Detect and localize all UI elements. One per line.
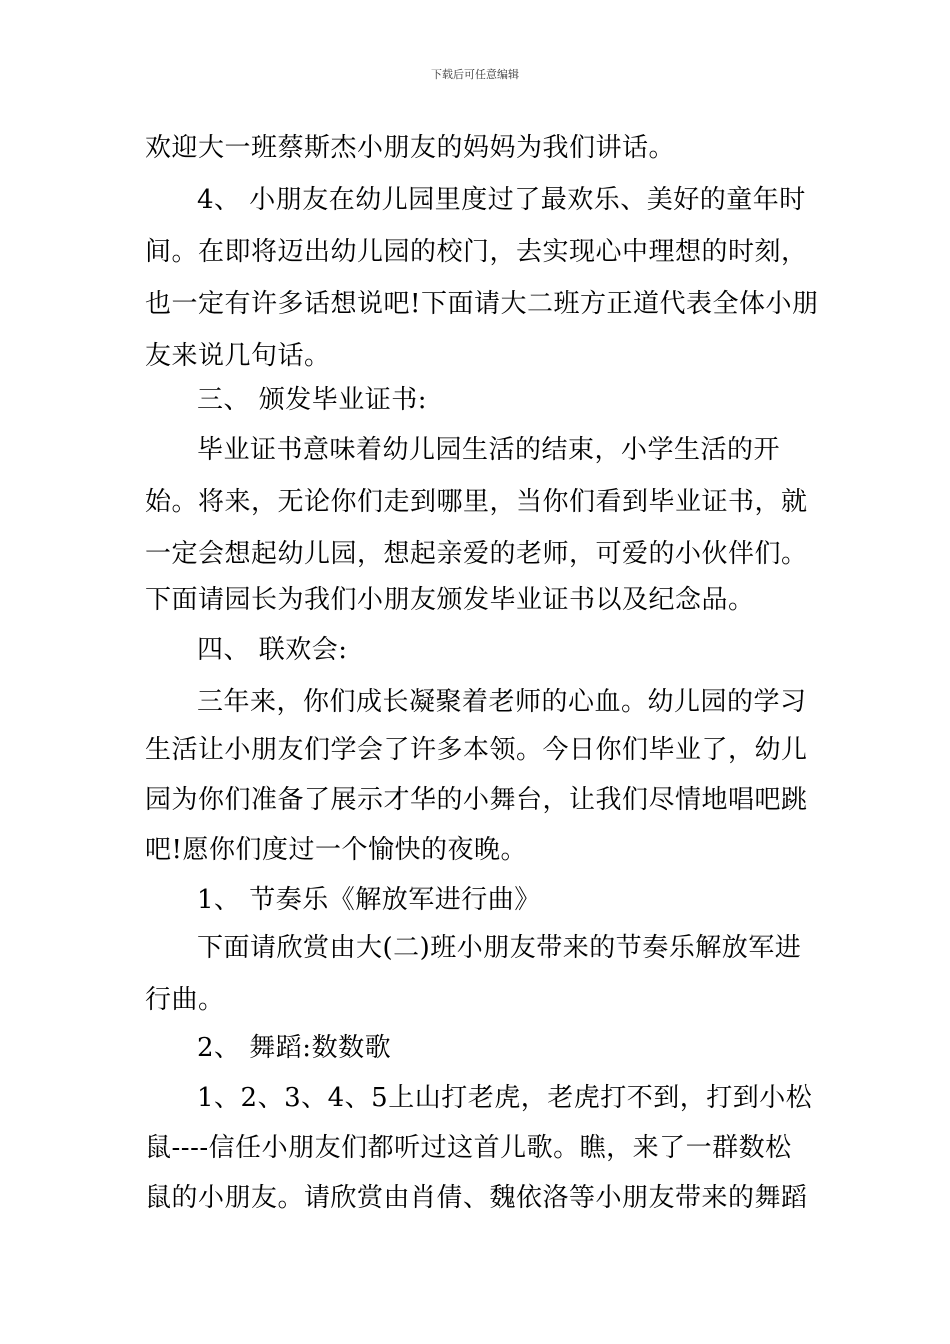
section-heading: 四、 联欢会: [197, 635, 348, 665]
paragraph-line: 三年来，你们成长凝聚着老师的心血。幼儿园的学习 [197, 687, 807, 717]
paragraph-line: 始。将来，无论你们走到哪里，当你们看到毕业证书，就 [145, 487, 808, 517]
paragraph-line: 毕业证书意味着幼儿园生活的结束，小学生活的开 [197, 435, 781, 465]
paragraph-line: 鼠的小朋友。请欣赏由肖倩、魏依洛等小朋友带来的舞蹈 [145, 1183, 808, 1213]
paragraph-line: 也一定有许多话想说吧!下面请大二班方正道代表全体小朋 [145, 289, 819, 319]
paragraph-line: 园为你们准备了展示才华的小舞台，让我们尽情地唱吧跳 [145, 785, 808, 815]
paragraph-line: 吧!愿你们度过一个愉快的夜晚。 [145, 835, 527, 865]
paragraph-line: 下面请园长为我们小朋友颁发毕业证书以及纪念品。 [145, 585, 755, 615]
paragraph-line: 间。在即将迈出幼儿园的校门，去实现心中理想的时刻， [145, 237, 808, 267]
section-heading: 三、 颁发毕业证书: [197, 385, 428, 415]
page-header: 下载后可任意编辑 [431, 68, 519, 81]
item-heading: 1、 节奏乐《解放军进行曲》 [197, 885, 541, 915]
paragraph-line: 欢迎大一班蔡斯杰小朋友的妈妈为我们讲话。 [145, 133, 676, 163]
paragraph-line: 生活让小朋友们学会了许多本领。今日你们毕业了，幼儿 [145, 735, 808, 765]
paragraph-line: 4、 小朋友在幼儿园里度过了最欢乐、美好的童年时 [197, 185, 806, 215]
paragraph-line: 行曲。 [145, 985, 225, 1015]
paragraph-line: 鼠----信任小朋友们都听过这首儿歌。瞧，来了一群数松 [145, 1133, 792, 1163]
paragraph-line: 下面请欣赏由大(二)班小朋友带来的节奏乐解放军进 [197, 933, 802, 963]
paragraph-line: 友来说几句话。 [145, 341, 331, 371]
paragraph-line: 1、2、3、4、5上山打老虎，老虎打不到，打到小松 [197, 1083, 813, 1113]
paragraph-line: 一定会想起幼儿园，想起亲爱的老师，可爱的小伙伴们。 [145, 539, 808, 569]
item-heading: 2、 舞蹈:数数歌 [197, 1033, 392, 1063]
